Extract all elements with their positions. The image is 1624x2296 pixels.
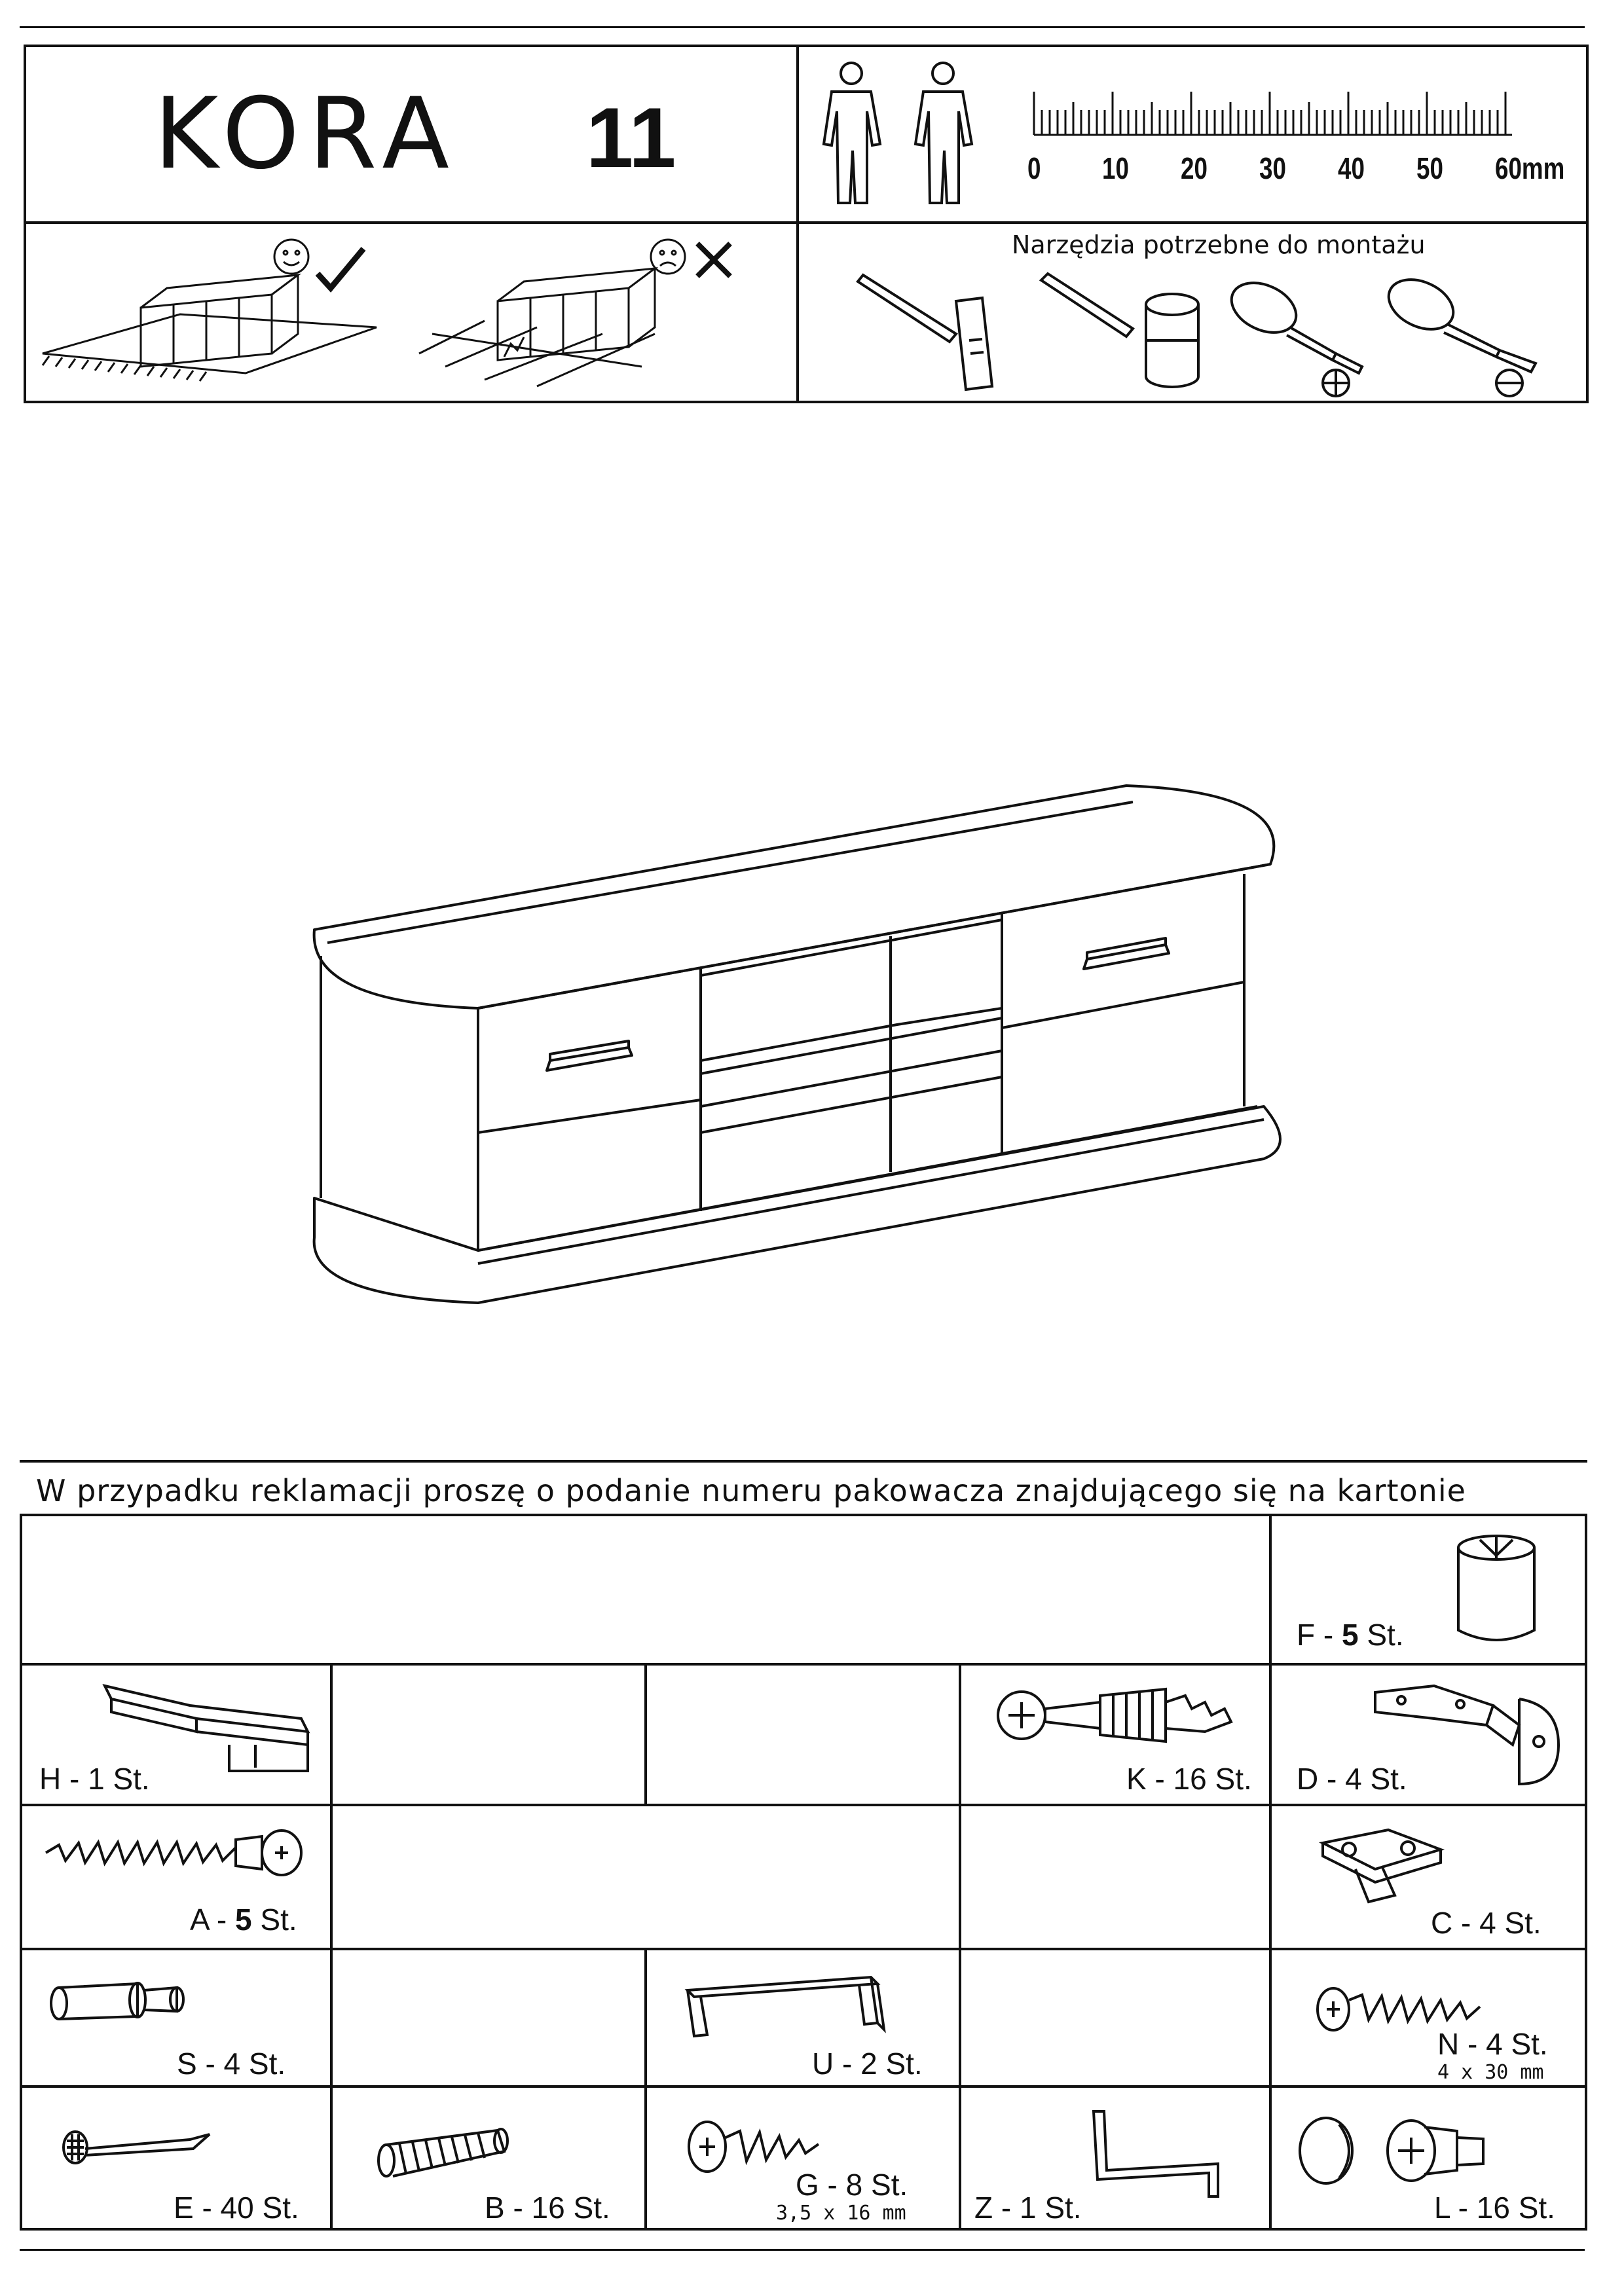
part-l-label: L - 16 St. (1434, 2191, 1555, 2225)
mallet-icon (1035, 268, 1205, 393)
mm-ruler (1031, 92, 1516, 137)
hammer-icon (851, 268, 1008, 393)
ruler-label-40: 40 (1338, 151, 1365, 185)
part-k-label: K - 16 St. (1126, 1762, 1252, 1796)
ruler-label-50: 50 (1416, 151, 1443, 185)
grid-row-line-2 (20, 1804, 1587, 1806)
part-l-cover-cap-and-cam-icon (1293, 2111, 1503, 2196)
product-number: 11 (586, 90, 676, 185)
grid-row-line-4 (20, 2085, 1587, 2088)
part-f-qty: 5 (1341, 1618, 1359, 1652)
part-c-label: C - 4 St. (1431, 1906, 1541, 1940)
part-a-confirmat-screw-icon (39, 1813, 321, 1886)
part-g-dimension: 3,5 x 16 mm (776, 2202, 906, 2225)
grid-row-line-3 (20, 1948, 1587, 1950)
part-f-label (1297, 1617, 1404, 1652)
part-f-cam-housing-icon (1454, 1532, 1539, 1650)
phillips-screwdriver-icon (1225, 275, 1375, 399)
part-f-prefix: F - (1297, 1618, 1342, 1652)
part-f-unit: St. (1358, 1618, 1404, 1652)
grid-col-line-3 (959, 1663, 961, 2231)
notice-top-rule (20, 1460, 1587, 1463)
top-rule (20, 26, 1585, 28)
product-name: KORA (154, 77, 458, 191)
part-z-allen-key-icon (1087, 2105, 1257, 2203)
ruler-label-60mm: 60mm (1495, 151, 1565, 185)
part-a-prefix: A - (190, 1903, 236, 1937)
part-b-wood-dowel-icon (373, 2121, 517, 2187)
header-vertical-divider (796, 45, 799, 403)
part-n-label: N - 4 St. (1437, 2027, 1548, 2061)
incorrect-assembly-on-hard-floor-illustration (406, 236, 747, 393)
grid-col-line-2b (644, 1948, 647, 2231)
tools-caption: Narzędzia potrzebne do montażu (1012, 230, 1426, 259)
ruler-label-0: 0 (1027, 151, 1041, 185)
tv-stand-illustration (301, 779, 1283, 1303)
part-a-label (190, 1902, 297, 1937)
ruler-labels (1027, 151, 1565, 190)
grid-col-line-1 (330, 1663, 333, 2231)
bottom-rule (20, 2249, 1585, 2251)
part-e-nail-icon (59, 2121, 223, 2174)
part-h-label: H - 1 St. (39, 1762, 150, 1796)
grid-col-line-4 (1269, 1514, 1272, 2231)
part-s-shelf-pin-icon (46, 1971, 196, 2030)
part-a-qty: 5 (235, 1903, 252, 1937)
part-n-dimension: 4 x 30 mm (1437, 2061, 1544, 2084)
header-horizontal-divider (24, 221, 1589, 224)
grid-row-line-1 (20, 1663, 1587, 1666)
ruler-label-20: 20 (1181, 151, 1208, 185)
two-person-assembly-icon (812, 59, 1002, 210)
part-s-label: S - 4 St. (177, 2047, 286, 2081)
complaint-notice: W przypadku reklamacji proszę o podanie numeru pakowacza znajdującego się na kartonie (36, 1473, 1466, 1508)
part-a-unit: St. (251, 1903, 297, 1937)
flat-screwdriver-icon (1382, 275, 1552, 399)
part-k-cam-bolt-icon (989, 1676, 1251, 1755)
part-u-label: U - 2 St. (812, 2047, 923, 2081)
part-c-hinge-plate-icon (1310, 1817, 1454, 1908)
part-e-label: E - 40 St. (174, 2191, 299, 2225)
ruler-label-30: 30 (1259, 151, 1286, 185)
ruler-label-10: 10 (1102, 151, 1129, 185)
grid-col-line-2 (644, 1663, 647, 1804)
part-u-handle-icon (681, 1964, 891, 2049)
part-d-label: D - 4 St. (1297, 1762, 1407, 1796)
part-b-label: B - 16 St. (485, 2191, 610, 2225)
part-z-label: Z - 1 St. (974, 2191, 1082, 2225)
part-g-label: G - 8 St. (796, 2168, 908, 2202)
correct-assembly-on-carpet-illustration (36, 236, 377, 393)
